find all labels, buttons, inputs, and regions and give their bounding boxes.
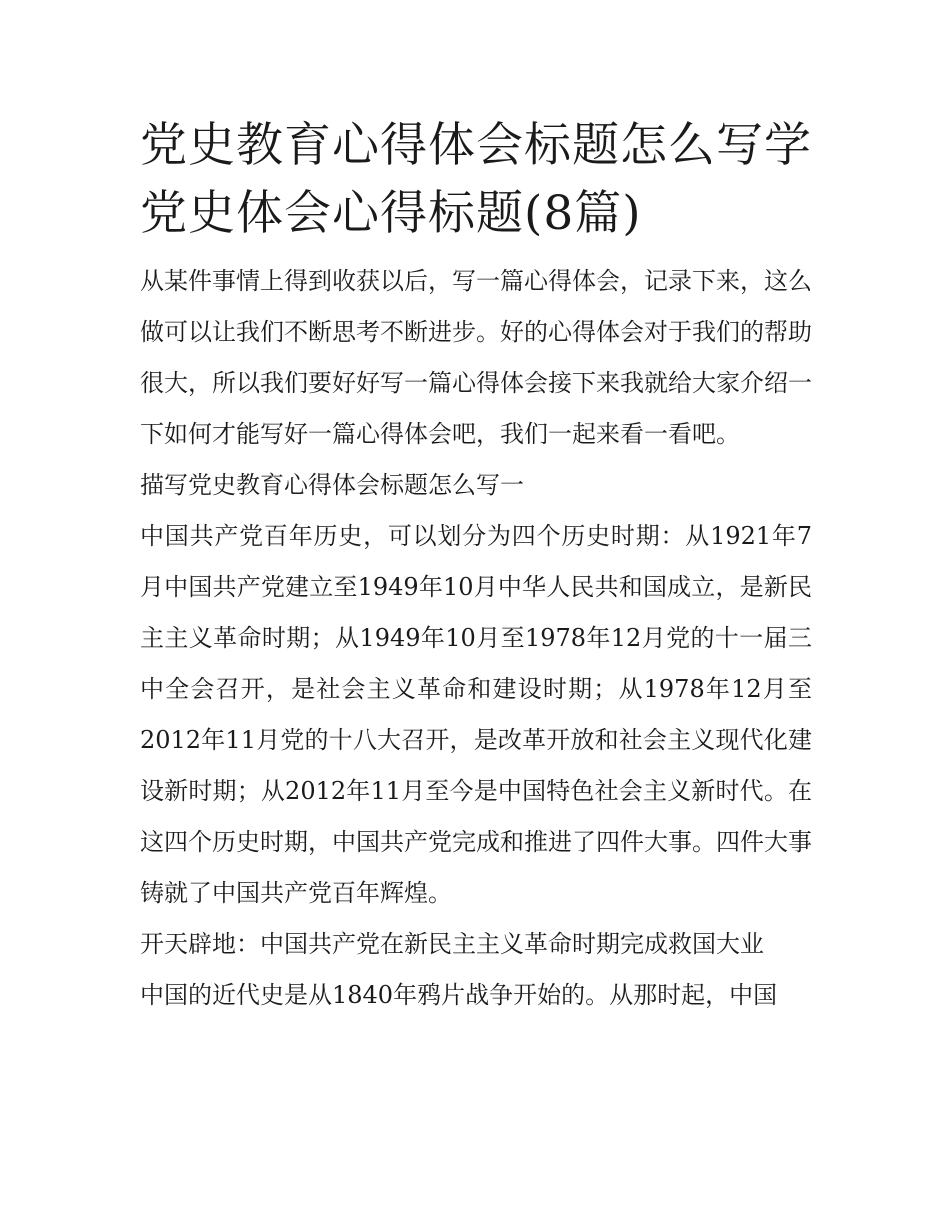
document-page [140,112,812,1021]
document-title: 党史教育心得体会标题怎么写学党史体会心得标题(8篇) [140,118,812,241]
paragraph-subheading: 开天辟地：中国共产党在新民主主义革命时期完成救国大业 [140,930,764,958]
paragraph-modern-history: 中国的近代史是从1840年鸦片战争开始的。从那时起，中国 [140,981,778,1009]
paragraph-section-heading: 描写党史教育心得体会标题怎么写一 [140,471,524,499]
paragraph-history-periods: 中国共产党百年历史，可以划分为四个历史时期：从1921年7月中国共产党建立至1949年10月中华人民共和国成立，是新民主主义革命时期；从1949年10月至1978年12月党的十一届三中全会召开，是社会主义革命和建设时期；从1978年12月至2012年11月党的十八大召开，是改革开放和社会主义现代化建设新时期；从2012年11月至今是中国特色社会主义新时代。在这四个历史时期，中国共产党完成和推进了四件大事。四件大事铸就了中国共产党百年辉煌。 [140,522,812,907]
paragraph-intro: 从某件事情上得到收获以后，写一篇心得体会，记录下来，这么做可以让我们不断思考不断进步。好的心得体会对于我们的帮助很大，所以我们要好好写一篇心得体会接下来我就给大家介绍一下如何才能写好一篇心得体会吧，我们一起来看一看吧。 [140,267,812,448]
